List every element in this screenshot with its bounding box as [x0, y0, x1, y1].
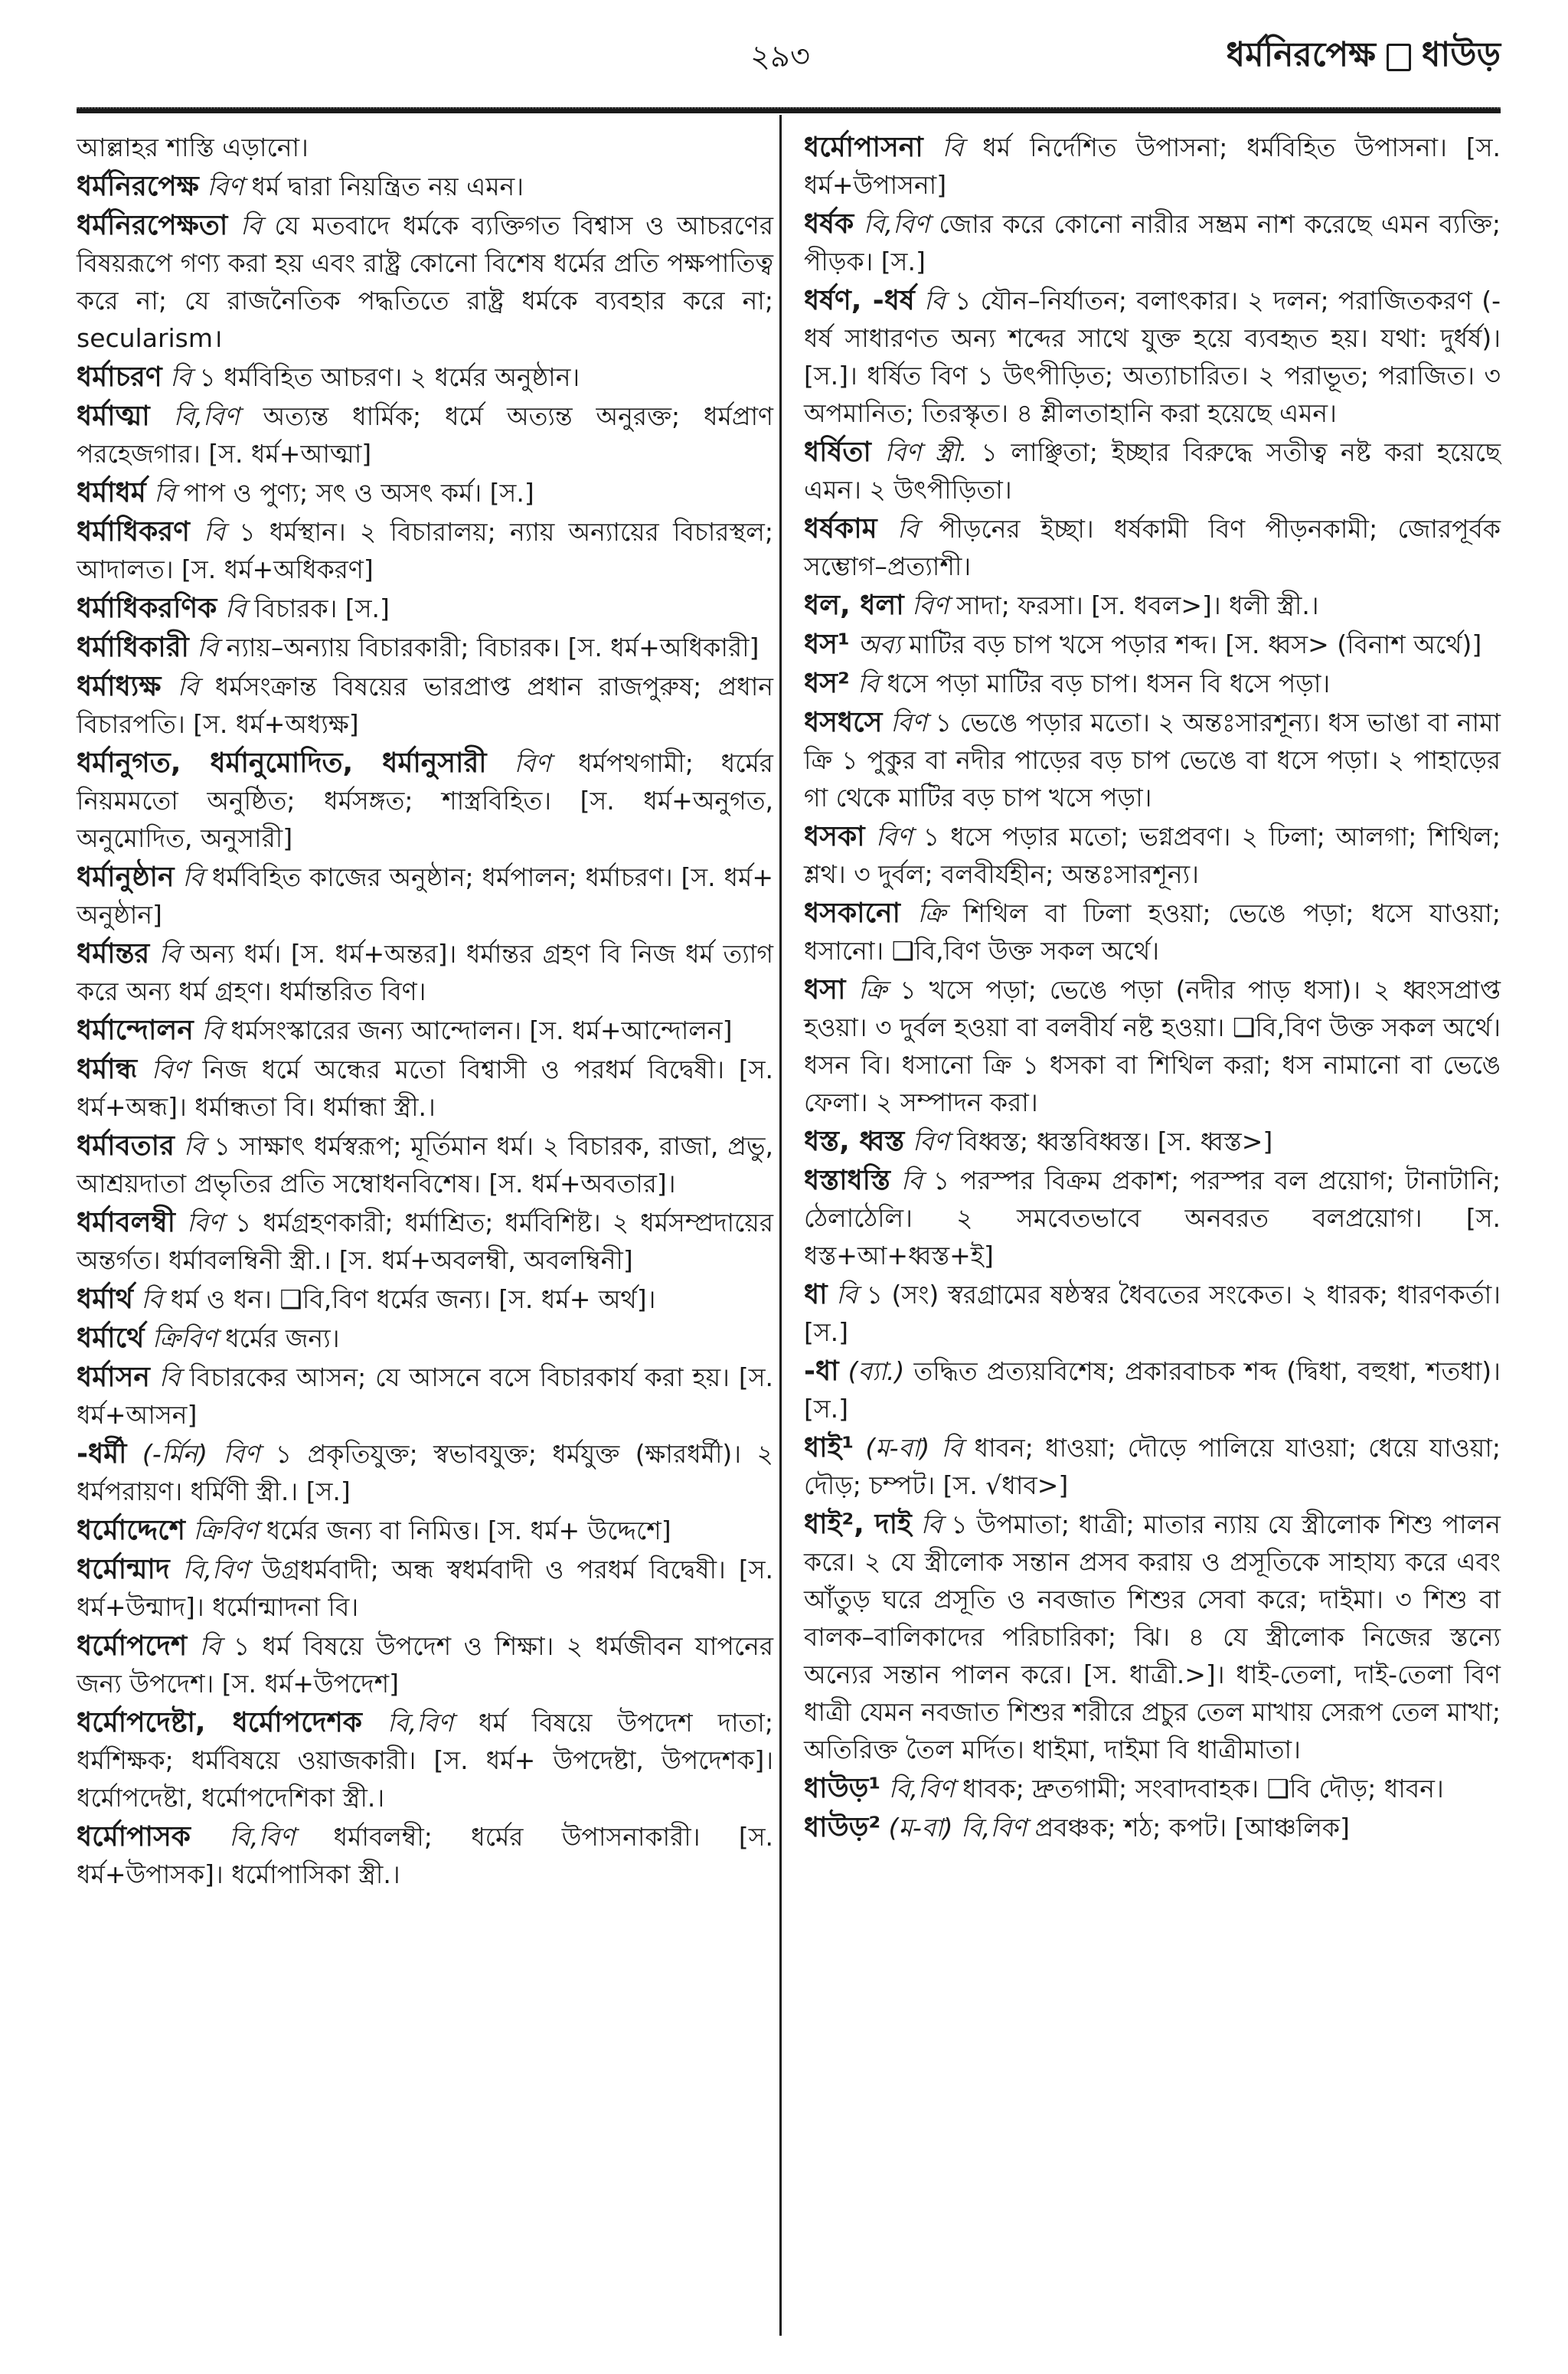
entry-definition: ধর্মের জন্য বা নিমিত্ত। [স. ধর্ম+ উদ্দেশে]	[266, 1516, 671, 1545]
entry-definition: প্রবঞ্চক; শঠ; কপট। [আঞ্চলিক]	[1034, 1813, 1350, 1843]
dictionary-entry	[77, 474, 773, 512]
guide-word-end: ধাউড়	[1421, 35, 1501, 74]
entry-definition: ধর্মাবলম্বী; ধর্মের উপাসনাকারী। [স. ধর্ম+উপাসক]। ধর্মোপাসিকা স্ত্রী.।	[77, 1822, 773, 1889]
entry-headword: ধর্ষকাম	[804, 513, 877, 544]
entry-definition: ধর্ম বিষয়ে উপদেশ দাতা; ধর্মশিক্ষক; ধর্মবিষয়ে ওয়াজকারী। [স. ধর্ম+ উপদেষ্টা, উপদেশক]। ধর্মোপদেষ্টা, ধর্মোপদেশিকা স্ত্রী.।	[77, 1708, 773, 1813]
entry-part-of-speech: বি	[158, 1362, 181, 1392]
entry-definition: তদ্ধিত প্রত্যয়বিশেষ; প্রকারবাচক শব্দ (দ্বিধা, বহুধা, শতধা)। [স.]	[804, 1356, 1501, 1424]
entry-headword: ধর্মাত্মা	[77, 401, 150, 432]
entry-definition: ১ ধসে পড়ার মতো; ভগ্নপ্রবণ। ২ ঢিলা; আলগা; শিথিল; শ্লথ। ৩ দুর্বল; বলবীর্যহীন; অন্তঃসারশূন্য।	[804, 822, 1501, 889]
entry-definition: উগ্রধর্মবাদী; অন্ধ স্বধর্মবাদী ও পরধর্ম বিদ্বেষী। [স. ধর্ম+উন্মাদ]। ধর্মোন্মাদনা বি।	[77, 1555, 773, 1622]
entry-part-of-speech: বি	[224, 594, 247, 623]
entry-headword: ধর্মান্দোলন	[77, 1015, 194, 1046]
entry-headword: ধর্মাবতার	[77, 1130, 175, 1162]
entry-headword: ধর্মোপদেশ	[77, 1630, 188, 1662]
entry-headword: ধর্মাধিকরণিক	[77, 593, 217, 624]
entry-headword: ধসধসে	[804, 707, 883, 738]
entry-headword: ধর্মোদ্দেশে	[77, 1515, 185, 1546]
dictionary-entry	[77, 1704, 773, 1816]
guide-words	[1227, 29, 1501, 85]
entry-headword: ধাই², দাই	[804, 1509, 912, 1540]
dictionary-entry	[804, 665, 1501, 702]
entry-part-of-speech: বি	[204, 517, 225, 547]
entry-part-of-speech: বি,বিণ	[182, 1555, 249, 1584]
dictionary-entry	[804, 1506, 1501, 1768]
entry-headword: ধর্মনিরপেক্ষতা	[77, 210, 228, 241]
entry-part-of-speech: বি	[900, 1166, 923, 1195]
entry-headword: -ধর্মী	[77, 1438, 127, 1470]
entry-part-of-speech: বিণ	[912, 1127, 949, 1156]
dictionary-entry	[77, 935, 773, 1010]
dictionary-entry	[77, 590, 773, 627]
guide-box-icon	[1387, 44, 1411, 71]
dictionary-entry	[804, 510, 1501, 585]
dictionary-entry	[804, 1770, 1501, 1807]
entry-definition: ১ ভেঙে পড়ার মতো। ২ অন্তঃসারশূন্য। ধস ভাঙা বা নামা ক্রি ১ পুকুর বা নদীর পাড়ের বড় চাপ ভেঙে বা ধসে পড়া। ২ পাহাড়ের গা থেকে মাটির বড় চাপ খসে পড়া।	[804, 708, 1501, 813]
entry-headword: ধস¹	[804, 629, 850, 660]
guide-word-start: ধর্মনিরপেক্ষ	[1226, 35, 1376, 74]
dictionary-entry	[77, 168, 773, 205]
dictionary-entry	[77, 1627, 773, 1702]
entry-definition: ১ খসে পড়া; ভেঙে পড়া (নদীর পাড় ধসা)। ২ ধ্বংসপ্রাপ্ত হওয়া। ৩ দুর্বল হওয়া বা বলবীর্য নষ্ট হওয়া। ❑বি,বিণ উক্ত সকল অর্থে। ধসন বি। ধসানো ক্রি ১ ধসকা বা শিথিল করা; ধস নামানো বা ভেঙে ফেলা। ২ সম্পাদন করা।	[804, 975, 1501, 1117]
dictionary-entry	[804, 626, 1501, 663]
entry-headword: ধর্মনিরপেক্ষ	[77, 171, 199, 202]
entry-headword: ধস²	[804, 668, 850, 699]
right-column	[804, 129, 1501, 1848]
entry-definition: ধসে পড়া মাটির বড় চাপ। ধসন বি ধসে পড়া।	[887, 669, 1331, 698]
entry-definition: ধর্ম ও ধন। ❑বি,বিণ ধর্মের জন্য। [স. ধর্ম+ অর্থ]।	[170, 1284, 656, 1314]
entry-definition: ১ ধর্মস্থান। ২ বিচারালয়; ন্যায় অন্যায়ের বিচারস্থল; আদালত। [স. ধর্ম+অধিকরণ]	[77, 517, 773, 584]
entry-definition: বিচারকের আসন; যে আসনে বসে বিচারকার্য করা হয়। [স. ধর্ম+আসন]	[77, 1362, 773, 1430]
entry-definition: ধাবক; দ্রুতগামী; সংবাদবাহক। ❑বি দৌড়; ধাবন।	[962, 1774, 1444, 1803]
entry-definition: ধর্মপথগামী; ধর্মের নিয়মমতো অনুষ্ঠিত; ধর্মসঙ্গত; শাস্ত্রবিহিত। [স. ধর্ম+অনুগত, অনুমোদিত, অনুসারী]	[77, 748, 773, 853]
entry-headword: ধর্মাসন	[77, 1362, 150, 1393]
entry-headword: ধর্মোন্মাদ	[77, 1554, 170, 1585]
entry-headword: ধস্ত, ধ্বস্ত	[804, 1126, 905, 1157]
entry-headword: ধর্মানুগত, ধর্মানুমোদিত, ধর্মানুসারী	[77, 747, 487, 779]
entry-part-of-speech: বি	[154, 478, 176, 508]
entry-part-of-speech: বি	[201, 1015, 224, 1045]
entry-definition: পীড়নের ইচ্ছা। ধর্ষকামী বিণ পীড়নকামী; জোরপূর্বক সম্ভোগ–প্রত্যাশী।	[804, 514, 1501, 581]
dictionary-entry	[804, 282, 1501, 432]
entry-definition: ১ সাক্ষাৎ ধর্মস্বরূপ; মূর্তিমান ধর্ম। ২ বিচারক, রাজা, প্রভু, আশ্রয়দাতা প্রভৃতির প্রতি সম্বোধনবিশেষ। [স. ধর্ম+অবতার]।	[77, 1131, 773, 1198]
entry-part-of-speech: (ব্যা.)	[848, 1356, 905, 1386]
entry-headword: ধর্ষিতা	[804, 437, 871, 468]
entry-headword: ধসকানো	[804, 898, 900, 929]
entry-headword: ধর্মান্তর	[77, 938, 150, 970]
entry-definition: ধর্ম দ্বারা নিয়ন্ত্রিত নয় এমন।	[251, 172, 524, 201]
entry-definition: বিচারক। [স.]	[254, 594, 390, 623]
entry-definition: যে মতবাদে ধর্মকে ব্যক্তিগত বিশ্বাস ও আচরণের বিষয়রূপে গণ্য করা হয় এবং রাষ্ট্র কোনো বিশেষ ধর্মের প্রতি পক্ষপাতিত্ব করে না; যে রাজনৈতিক পদ্ধতিতে রাষ্ট্র ধর্মকে ব্যবহার করে না; secularism।	[77, 211, 773, 353]
dictionary-entry	[804, 1352, 1501, 1427]
entry-part-of-speech: (-র্মিন) বিণ	[142, 1439, 260, 1469]
entry-part-of-speech: বি,বিণ	[173, 401, 240, 431]
dictionary-entry	[77, 358, 773, 396]
entry-headword: ধর্ষণ, -ধর্ষ	[804, 285, 915, 316]
dictionary-entry	[77, 207, 773, 357]
entry-definition: ধাবন; ধাওয়া; দৌড়ে পালিয়ে যাওয়া; ধেয়ে যাওয়া; দৌড়; চম্পট। [স. √ধাব>]	[804, 1433, 1501, 1500]
entry-headword: ধর্মোপাসক	[77, 1821, 191, 1852]
entry-part-of-speech: বিণ স্ত্রী.	[884, 437, 968, 467]
entry-part-of-speech: বিণ	[890, 708, 927, 737]
entry-headword: ধাই¹	[804, 1432, 854, 1463]
left-column	[77, 129, 773, 1895]
entry-definition: ন্যায়–অন্যায় বিচারকারী; বিচারক। [স. ধর্ম+অধিকারী]	[226, 633, 760, 662]
entry-part-of-speech: বিণ	[514, 748, 551, 778]
dictionary-entry	[77, 858, 773, 934]
entry-part-of-speech: বিণ	[151, 1055, 188, 1084]
entry-headword: ধর্মাধ্যক্ষ	[77, 671, 162, 702]
entry-definition: সাদা; ফরসা। [স. ধবল>]। ধলী স্ত্রী.।	[956, 590, 1319, 620]
entry-part-of-speech: বি	[836, 1280, 858, 1310]
entry-part-of-speech: বি	[858, 669, 880, 698]
dictionary-entry	[804, 433, 1501, 508]
entry-definition: অত্যন্ত ধার্মিক; ধর্মে অত্যন্ত অনুরক্ত; ধর্মপ্রাণ পরহেজগার। [স. ধর্ম+আত্মা]	[77, 401, 773, 469]
entry-headword: -ধা	[804, 1355, 839, 1387]
dictionary-entry	[77, 668, 773, 743]
entry-definition: মাটির বড় চাপ খসে পড়ার শব্দ। [স. ধ্বস> (বিনাশ অর্থে)]	[909, 629, 1482, 659]
entry-headword: ধাউড়¹	[804, 1773, 881, 1804]
entry-definition: ধর্মসংস্কারের জন্য আন্দোলন। [স. ধর্ম+আন্দোলন]	[230, 1015, 733, 1045]
entry-headword: ধর্মাধিকারী	[77, 632, 189, 663]
dictionary-entry	[77, 1551, 773, 1626]
entry-headword: ধা	[804, 1279, 828, 1310]
entry-part-of-speech: বি	[158, 939, 181, 969]
entry-part-of-speech: বিণ	[187, 1208, 224, 1238]
entry-part-of-speech: বি,বিণ	[387, 1708, 453, 1738]
entry-part-of-speech: (ম-বা) বি,বিণ	[888, 1813, 1027, 1843]
dictionary-entry	[77, 1127, 773, 1202]
entry-headword: ধর্মোপদেষ্টা, ধর্মোপদেশক	[77, 1707, 362, 1738]
dictionary-entry	[804, 971, 1501, 1121]
dictionary-entry	[804, 587, 1501, 624]
entry-part-of-speech: ক্রি	[917, 898, 946, 928]
entry-part-of-speech: অব্য	[858, 629, 901, 659]
entry-headword: ধস্তাধস্তি	[804, 1165, 890, 1196]
entry-part-of-speech: বি,বিণ	[888, 1774, 955, 1803]
entry-part-of-speech: ক্রিবিণ	[152, 1323, 217, 1353]
dictionary-entry	[77, 513, 773, 588]
entry-definition: ১ ধর্ম বিষয়ে উপদেশ ও শিক্ষা। ২ ধর্মজীবন যাপনের জন্য উপদেশ। [স. ধর্ম+উপদেশ]	[77, 1631, 773, 1699]
entry-definition: ১ লাঞ্ছিতা; ইচ্ছার বিরুদ্ধে সতীত্ব নষ্ট করা হয়েছে এমন। ২ উৎপীড়িতা।	[804, 437, 1501, 505]
dictionary-entry	[804, 818, 1501, 893]
entry-definition: পাপ ও পুণ্য; সৎ ও অসৎ কর্ম। [স.]	[183, 478, 534, 508]
entry-definition: ধর্মসংক্রান্ত বিষয়ের ভারপ্রাপ্ত প্রধান রাজপুরুষ; প্রধান বিচারপতি। [স. ধর্ম+অধ্যক্ষ]	[77, 672, 773, 739]
page-number: ২৯৩	[750, 39, 810, 74]
dictionary-entry	[77, 744, 773, 857]
entry-part-of-speech: বি	[197, 633, 219, 662]
column-divider	[779, 115, 782, 2336]
page-header	[77, 29, 1501, 83]
entry-definition: আল্লাহর শাস্তি এড়ানো।	[77, 132, 309, 162]
entry-definition: ধর্মের জন্য।	[225, 1323, 340, 1353]
entry-headword: ধল, ধলা	[804, 590, 904, 621]
entry-headword: ধর্মাধর্ম	[77, 477, 146, 508]
entry-part-of-speech: ক্রি	[858, 975, 887, 1005]
entry-part-of-speech: বি	[199, 1631, 221, 1661]
entry-headword: ধর্ষক	[804, 208, 854, 240]
dictionary-entry	[77, 1512, 773, 1549]
dictionary-entry	[804, 704, 1501, 816]
entry-definition: অন্য ধর্ম। [স. ধর্ম+অন্তর]। ধর্মান্তর গ্রহণ বি নিজ ধর্ম ত্যাগ করে অন্য ধর্ম গ্রহণ। ধর্মান্তরিত বিণ।	[77, 939, 773, 1006]
dictionary-entry	[77, 397, 773, 473]
entry-definition: ১ পরস্পর বিক্রম প্রকাশ; পরস্পর বল প্রয়োগ; টানাটানি; ঠেলাঠেলি। ২ সমবেতভাবে অনবরত বলপ্রয়োগ। [স. ধস্ত+আ+ধ্বস্ত+ই]	[804, 1166, 1501, 1270]
entry-headword: ধর্মাধিকরণ	[77, 516, 190, 548]
entry-definition: ১ (সং) স্বরগ্রামের ষষ্ঠস্বর ধৈবতের সংকেত। ২ ধারক; ধারণকর্তা। [স.]	[804, 1280, 1501, 1347]
entry-part-of-speech: বি	[240, 211, 262, 240]
dictionary-entry	[77, 629, 773, 666]
dictionary-entry	[804, 129, 1501, 204]
entry-headword: ধর্মোপাসনা	[804, 132, 923, 163]
entry-part-of-speech: বি	[141, 1284, 163, 1314]
dictionary-entry	[804, 1429, 1501, 1504]
entry-part-of-speech: বি	[183, 1131, 205, 1161]
dictionary-entry	[77, 129, 773, 166]
entry-part-of-speech: বিণ	[912, 590, 949, 620]
entry-definition: ১ যৌন–নির্যাতন; বলাৎকার। ২ দলন; পরাজিতকরণ (-ধর্ষ সাধারণত অন্য শব্দের সাথে যুক্ত হয়ে ব্যবহৃত হয়। যথা: দুর্ধর্ষ)। [স.]। ধর্ষিত বিণ ১ উৎপীড়িত; অত্যাচারিত। ২ পরাভূত; পরাজিত। ৩ অপমানিত; তিরস্কৃত। ৪ শ্লীলতাহানি করা হয়েছে এমন।	[804, 286, 1501, 428]
entry-part-of-speech: বি	[897, 514, 919, 544]
dictionary-entry	[77, 1818, 773, 1893]
dictionary-entry	[804, 894, 1501, 970]
entry-part-of-speech: বি	[920, 1509, 942, 1539]
dictionary-entry	[77, 1204, 773, 1279]
dictionary-entry	[77, 1012, 773, 1049]
entry-definition: বিধ্বস্ত; ধ্বস্তবিধ্বস্ত। [স. ধ্বস্ত>]	[957, 1127, 1273, 1156]
entry-headword: ধাউড়²	[804, 1812, 881, 1843]
entry-headword: ধর্মাচরণ	[77, 361, 162, 393]
entry-part-of-speech: (ম-বা) বি	[865, 1433, 963, 1463]
entry-headword: ধর্মার্থে	[77, 1323, 145, 1354]
entry-definition: নিজ ধর্মে অন্ধের মতো বিশ্বাসী ও পরধর্ম বিদ্বেষী। [স. ধর্ম+অন্ধ]। ধর্মান্ধতা বি। ধর্মান্ধা স্ত্রী.।	[77, 1055, 773, 1122]
entry-definition: ১ ধর্মবিহিত আচরণ। ২ ধর্মের অনুষ্ঠান।	[199, 362, 580, 392]
entry-part-of-speech: বি	[170, 362, 191, 392]
entry-part-of-speech: বি	[942, 132, 964, 162]
entry-definition: ১ উপমাতা; ধাত্রী; মাতার ন্যায় যে স্ত্রীলোক শিশু পালন করে। ২ যে স্ত্রীলোক সন্তান প্রসব করায় ও প্রসূতিকে সাহায্য করে এবং আঁতুড় ঘরে প্রসূতি ও নবজাত শিশুর সেবা করে; দাইমা। ৩ শিশু বা বালক–বালিকাদের পরিচারিকা; ঝি। ৪ যে স্ত্রীলোক নিজের স্তন্যে অন্যের সন্তান পালন করে। [স. ধাত্রী.>]। ধাই-তেলা, দাই-তেলা বিণ ধাত্রী যেমন নবজাত শিশুর শরীরে প্রচুর তেল মাখায় সেরূপ তেল মাখা; অতিরিক্ত তৈল মর্দিত। ধাইমা, দাইমা বি ধাত্রীমাতা।	[804, 1509, 1501, 1764]
entry-part-of-speech: বি	[177, 672, 199, 701]
entry-part-of-speech: বি,বিণ	[863, 209, 929, 239]
header-rule	[77, 107, 1501, 113]
entry-definition: শিথিল বা ঢিলা হওয়া; ভেঙে পড়া; ধসে যাওয়া; ধসানো। ❑বি,বিণ উক্ত সকল অর্থে।	[804, 898, 1501, 966]
entry-definition: ধর্ম নির্দেশিত উপাসনা; ধর্মবিহিত উপাসনা। [স. ধর্ম+উপাসনা]	[804, 132, 1501, 200]
entry-headword: ধর্মান্ধ	[77, 1054, 138, 1085]
dictionary-entry	[77, 1319, 773, 1357]
entry-definition: ১ প্রকৃতিযুক্ত; স্বভাবযুক্ত; ধর্মযুক্ত (ক্ষারধর্মী)। ২ ধর্মপরায়ণ। ধর্মিণী স্ত্রী.। [স.]	[77, 1439, 773, 1506]
entry-definition: ১ ধর্মগ্রহণকারী; ধর্মাশ্রিত; ধর্মবিশিষ্ট। ২ ধর্মসম্প্রদায়ের অন্তর্গত। ধর্মাবলম্বিনী স্ত্রী.। [স. ধর্ম+অবলম্বী, অবলম্বিনী]	[77, 1208, 773, 1275]
dictionary-entry	[77, 1435, 773, 1510]
dictionary-entry	[77, 1359, 773, 1434]
entry-headword: ধর্মাবলম্বী	[77, 1207, 175, 1238]
entry-headword: ধর্মার্থ	[77, 1283, 133, 1315]
entry-definition: জোর করে কোনো নারীর সম্ভ্রম নাশ করেছে এমন ব্যক্তি; পীড়ক। [স.]	[804, 209, 1501, 276]
entry-headword: ধসা	[804, 974, 846, 1006]
entry-part-of-speech: বি	[923, 286, 946, 316]
entry-part-of-speech: বি	[182, 862, 204, 892]
entry-headword: ধর্মানুষ্ঠান	[77, 862, 175, 893]
entry-part-of-speech: বি,বিণ	[229, 1822, 296, 1852]
entry-definition: ধর্মবিহিত কাজের অনুষ্ঠান; ধর্মপালন; ধর্মাচরণ। [স. ধর্ম+ অনুষ্ঠান]	[77, 862, 773, 930]
dictionary-entry	[804, 1276, 1501, 1351]
dictionary-entry	[804, 1809, 1501, 1846]
entry-part-of-speech: ক্রিবিণ	[193, 1516, 259, 1545]
entry-headword: ধসকা	[804, 821, 865, 852]
entry-part-of-speech: বিণ	[207, 172, 244, 201]
entry-part-of-speech: বিণ	[875, 822, 913, 852]
dictionary-entry	[77, 1051, 773, 1126]
dictionary-entry	[804, 205, 1501, 280]
dictionary-entry	[804, 1162, 1501, 1274]
dictionary-entry	[77, 1280, 773, 1318]
dictionary-entry	[804, 1123, 1501, 1160]
